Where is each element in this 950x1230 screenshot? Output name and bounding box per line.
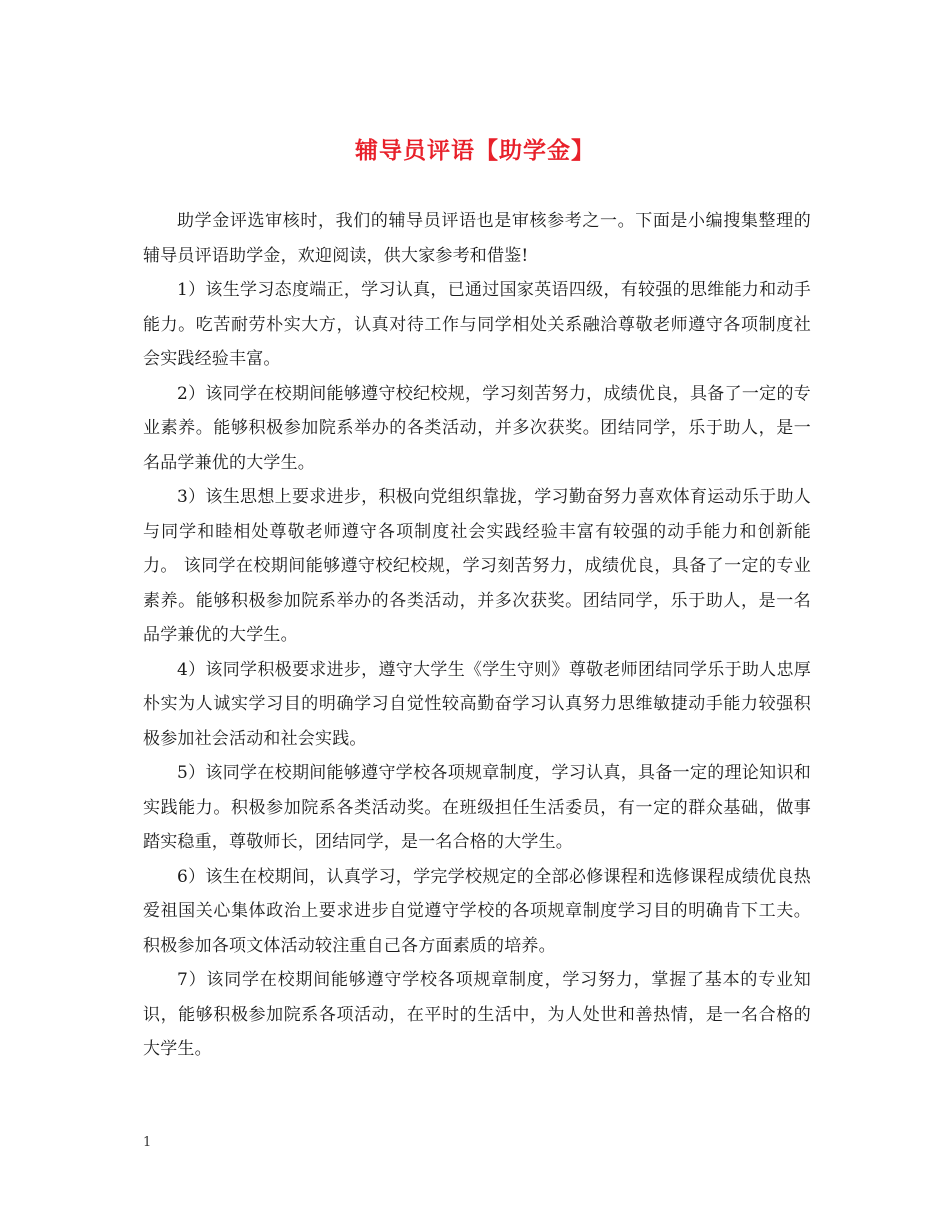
comment-paragraph-5: 5）该同学在校期间能够遵守学校各项规章制度，学习认真，具备一定的理论知识和实践能力。积极参加院系各类活动奖。在班级担任生活委员，有一定的群众基础，做事踏实稳重，尊敬师长，团结同学，是一名合格的大学生。	[143, 763, 811, 852]
comment-paragraph-2: 2）该同学在校期间能够遵守校纪校规，学习刻苦努力，成绩优良，具备了一定的专业素养。能够积极参加院系举办的各类活动，并多次获奖。团结同学，乐于助人，是一名品学兼优的大学生。	[143, 383, 811, 473]
comment-paragraph-3: 3）该生思想上要求进步，积极向党组织靠拢，学习勤奋努力喜欢体育运动乐于助人与同学和睦相处尊敬老师遵守各项制度社会实践经验丰富有较强的动手能力和创新能力。 该同学在校期间能够遵守校纪校规，学习刻苦努力，成绩优良，具备了一定的专业素养。能够积极参加院系举办的各类活动，并多次获奖。团结同学，乐于助人，是一名品学兼优的大学生。	[143, 487, 811, 645]
document-title: 辅导员评语【助学金】	[355, 137, 595, 164]
comment-paragraph-7: 7）该同学在校期间能够遵守学校各项规章制度，学习努力，掌握了基本的专业知识，能够积极参加院系各项活动，在平时的生活中，为人处世和善热情，是一名合格的大学生。	[143, 970, 811, 1059]
document-body	[143, 204, 811, 1067]
comment-paragraph-4: 4）该同学积极要求进步，遵守大学生《学生守则》尊敬老师团结同学乐于助人忠厚朴实为人诚实学习目的明确学习自觉性较高勤奋学习认真努力思维敏捷动手能力较强积极参加社会活动和社会实践。	[143, 659, 811, 749]
intro-paragraph: 助学金评选审核时，我们的辅导员评语也是审核参考之一。下面是小编搜集整理的辅导员评语助学金，欢迎阅读，供大家参考和借鉴!	[143, 211, 811, 266]
comment-paragraph-1: 1）该生学习态度端正，学习认真，已通过国家英语四级，有较强的思维能力和动手能力。吃苦耐劳朴实大方，认真对待工作与同学相处关系融洽尊敬老师遵守各项制度社会实践经验丰富。	[143, 280, 811, 369]
comment-paragraph-6: 6）该生在校期间，认真学习，学完学校规定的全部必修课程和选修课程成绩优良热爱祖国关心集体政治上要求进步自觉遵守学校的各项规章制度学习目的明确肯下工夫。积极参加各项文体活动较注重自己各方面素质的培养。	[143, 866, 811, 956]
page-number: 1	[143, 1135, 152, 1150]
